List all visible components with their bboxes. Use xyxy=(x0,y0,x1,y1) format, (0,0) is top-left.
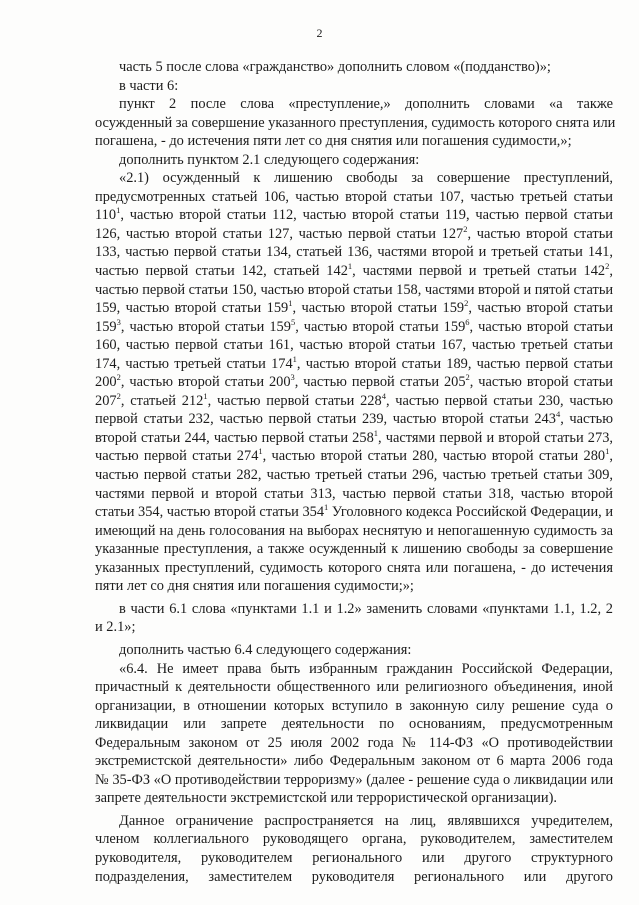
text-line: предусмотренных статьей 106, частью второй статьи 107, частью третьей статьи xyxy=(95,188,613,205)
text-line: 159, частью второй статьи $159^1$, частью второй статьи $159^2$, частью второй статьи xyxy=(95,298,613,317)
text-line: пяти лет со дня снятия или погашения судимости;»; xyxy=(95,578,414,595)
text-line: в части 6.1 слова «пунктами 1.1 и 1.2» заменить словами «пунктами 1.1, 1.2, 2 xyxy=(119,600,613,617)
superscript-index: 2 xyxy=(605,261,610,272)
text-line: частью первой статьи $274^1$, частью второй статьи 280, частью второй статьи $280^1$, xyxy=(95,446,613,465)
text-line: $207^2$, статьей $212^1$, частью первой статьи $228^4$, частью первой статьи 230, частью xyxy=(95,390,613,409)
text-line: 133, частью первой статьи 134, статьей 136, частями второй и третьей статьи 141, xyxy=(95,244,613,261)
text-line: осужденный за совершение указанного преступления, судимость которого снята или xyxy=(95,114,616,131)
text-line: имеющий на день голосования на выборах неснятую и непогашенную судимость за xyxy=(95,522,613,539)
text-line: пункт 2 после слова «преступление,» дополнить словами «а также xyxy=(119,96,613,113)
superscript-index: 1 xyxy=(324,502,329,513)
text-line: $110^1$, частью второй статьи 112, частью второй статьи 119, частью первой статьи xyxy=(95,205,613,224)
superscript-index: 6 xyxy=(465,316,470,327)
superscript-index: 2 xyxy=(116,372,121,383)
text-line: и 2.1»; xyxy=(95,619,136,636)
text-line: причастный к деятельности общественного или религиозного объединения, иной xyxy=(95,679,613,696)
text-line: погашена, - до истечения пяти лет со дня снятия или погашения судимости,»; xyxy=(95,133,572,150)
superscript-index: 1 xyxy=(288,298,293,309)
superscript-index: 1 xyxy=(347,261,353,272)
text-line: запрете деятельности экстремистской или террористической организации). xyxy=(95,790,557,807)
text-line: ликвидации или запрете деятельности по основаниям, предусмотренным xyxy=(95,716,613,733)
superscript-index: 2 xyxy=(116,390,121,401)
text-line: 174, частью третьей статьи $174^1$, частью второй статьи 189, частью первой статьи xyxy=(95,353,613,372)
superscript-index: 5 xyxy=(290,316,296,327)
text-line: указанные преступления, а также осужденный к лишению свободы за совершение xyxy=(95,541,613,558)
superscript-index: 2 xyxy=(464,298,469,309)
text-line: статьи 354, частью второй статьи $354^1$ Уголовного кодекса Российской Федерации, и xyxy=(95,502,614,521)
text-line: второй статьи 244, частью первой статьи $258^1$, частями первой и второй статьи 273, xyxy=(95,427,613,446)
superscript-index: 4 xyxy=(381,390,386,401)
text-line: подразделения, заместителем руководителя регионального или другого xyxy=(95,868,613,885)
text-line: 126, частью второй статьи 127, частью первой статьи $127^2$, частью второй статьи xyxy=(95,223,613,242)
text-line: $200^2$, частью второй статьи $200^3$, частью первой статьи $205^2$, частью второй статьи xyxy=(95,372,613,391)
superscript-index: 1 xyxy=(258,446,263,457)
superscript-index: 2 xyxy=(465,372,470,383)
text-line: частью первой статьи 142, статьей $142^1$, частями первой и третьей статьи $142^2$, xyxy=(95,261,613,280)
text-line: $159^3$, частью второй статьи $159^5$, частью второй статьи $159^6$, частью второй статьи xyxy=(95,316,614,335)
text-line: дополнить частью 6.4 следующего содержания: xyxy=(119,641,412,658)
superscript-index: 3 xyxy=(290,372,295,383)
text-line: часть 5 после слова «гражданство» дополнить словом «(подданство)»; xyxy=(119,59,551,75)
text-line: № 35-ФЗ «О противодействии терроризму» (далее - решение суда о ликвидации или xyxy=(95,771,614,788)
text-line: Федеральным законом от 25 июля 2002 года № 114-ФЗ «О противодействии xyxy=(95,734,613,751)
text-line: Данное ограничение распространяется на лиц, являвшихся учредителем, xyxy=(119,812,613,829)
text-line: дополнить пунктом 2.1 следующего содержания: xyxy=(119,151,420,168)
superscript-index: 3 xyxy=(116,316,121,327)
text-line: в части 6: xyxy=(119,77,179,94)
superscript-index: 1 xyxy=(203,390,208,401)
text-line: экстремистской деятельности» либо Федеральным законом от 6 марта 2006 года xyxy=(95,753,613,770)
document-body xyxy=(95,58,616,886)
text-line: указанных преступлений, судимость которого снята или погашена, - до истечения xyxy=(95,559,613,576)
text-line: руководителя, руководителем регионального или другого структурного xyxy=(95,849,613,866)
text-line: 160, частью первой статьи 161, частью второй статьи 167, частью третьей статьи xyxy=(95,337,613,354)
text-line: первой статьи 232, частью первой статьи 239, частью второй статьи $243^4$, частью xyxy=(95,409,613,428)
superscript-index: 1 xyxy=(605,446,610,457)
superscript-index: 4 xyxy=(555,409,561,420)
text-line: «6.4. Не имеет права быть избранным гражданин Российской Федерации, xyxy=(119,660,613,677)
superscript-index: 1 xyxy=(116,205,121,216)
superscript-index: 1 xyxy=(373,427,379,438)
page-number: 2 xyxy=(316,26,323,40)
text-line: частью первой статьи 282, частью третьей статьи 296, частью третьей статьи 309, xyxy=(95,467,613,484)
superscript-index: 1 xyxy=(292,353,297,364)
text-line: членом коллегиального руководящего органа, руководителем, заместителем xyxy=(95,831,613,848)
text-line: организации, в отношении которых вступило в законную силу решение суда о xyxy=(95,697,613,714)
superscript-index: 2 xyxy=(463,223,468,234)
text-line: частью первой статьи 150, частью второй статьи 158, частями второй и пятой статьи xyxy=(95,281,614,298)
text-line: частями первой и второй статьи 313, частью первой статьи 318, частью второй xyxy=(95,485,613,502)
text-line: «2.1) осужденный к лишению свободы за совершение преступлений, xyxy=(119,170,613,187)
